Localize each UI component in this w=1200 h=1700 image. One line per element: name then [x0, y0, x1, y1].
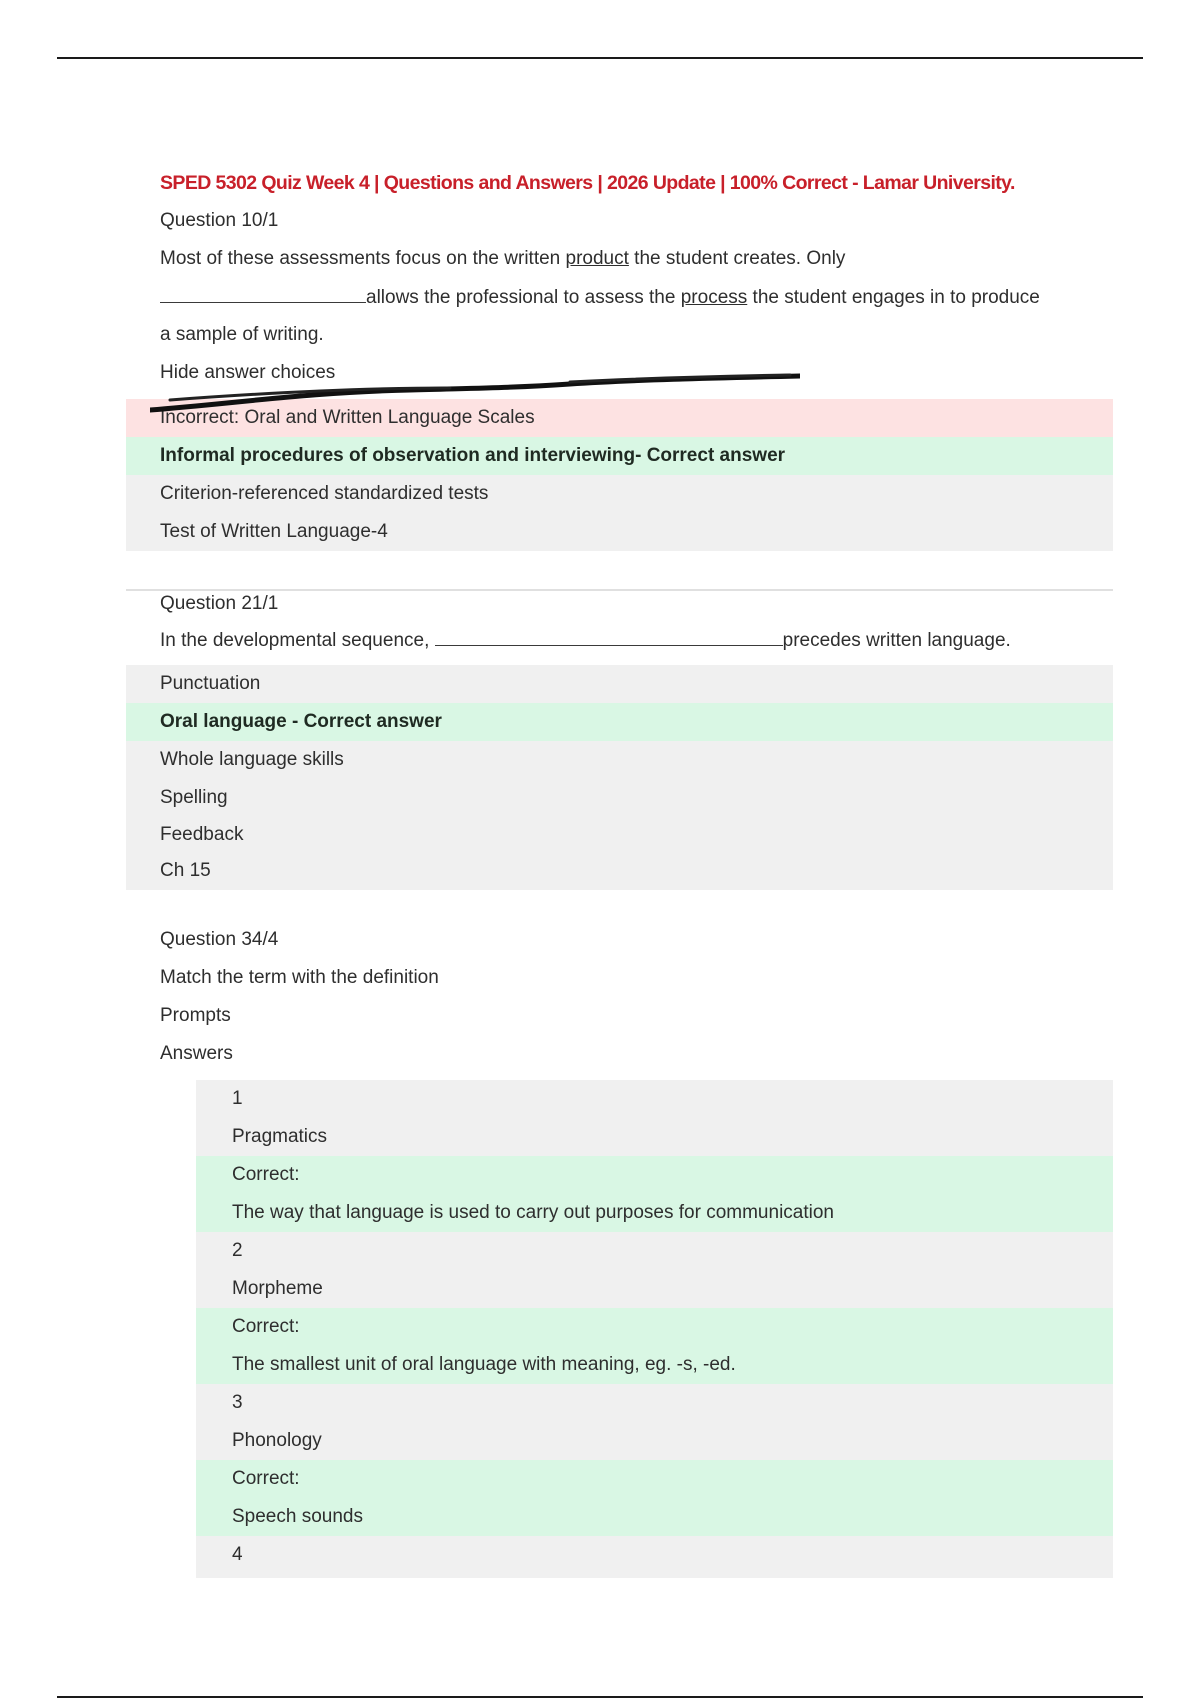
question-header: Question 34/4 — [160, 929, 279, 950]
match-term: Morpheme — [232, 1278, 323, 1299]
text-segment: precedes written language. — [782, 630, 1011, 651]
question-text-line: a sample of writing. — [160, 324, 324, 345]
match-status: Correct: — [232, 1164, 300, 1185]
answer-choice-correct: Oral language - Correct answer — [160, 711, 442, 732]
match-number: 1 — [232, 1088, 243, 1109]
redaction-scribble — [150, 370, 800, 414]
answer-choice: Spelling — [160, 787, 228, 808]
text-segment: the student engages in to produce — [747, 287, 1040, 308]
match-term: Pragmatics — [232, 1126, 328, 1147]
answer-choice: Ch 15 — [160, 860, 211, 881]
underlined-word: process — [680, 287, 748, 308]
text-segment: allows the professional to assess the — [366, 287, 681, 308]
text-segment: Most of these assessments focus on the written — [160, 248, 566, 269]
answer-blank — [160, 284, 366, 303]
match-number: 2 — [232, 1240, 243, 1261]
match-term: Phonology — [232, 1430, 322, 1451]
hide-answer-choices-link[interactable]: Hide answer choices — [160, 362, 336, 383]
answer-choice: Whole language skills — [160, 749, 344, 770]
answer-blank — [435, 627, 783, 646]
question-text-line — [160, 284, 1040, 311]
question-instruction: Match the term with the definition — [160, 967, 439, 988]
bottom-rule — [57, 1696, 1143, 1698]
answer-choice-correct: Informal procedures of observation and interviewing- Correct answer — [160, 445, 786, 466]
top-rule — [57, 57, 1143, 59]
question-text-line — [160, 246, 845, 272]
match-definition: The smallest unit of oral language with meaning, eg. -s, -ed. — [232, 1354, 736, 1375]
question-header: Question 21/1 — [160, 593, 279, 614]
match-definition: The way that language is used to carry out purposes for communication — [232, 1202, 834, 1223]
match-status: Correct: — [232, 1468, 300, 1489]
document-title: SPED 5302 Quiz Week 4 | Questions and Answers | 2026 Update | 100% Correct - Lamar University. — [160, 172, 1015, 194]
answers-label: Answers — [160, 1043, 233, 1064]
match-definition: Speech sounds — [232, 1506, 363, 1527]
answer-choice: Criterion-referenced standardized tests — [160, 483, 489, 504]
answer-choice: Incorrect: Oral and Written Language Scales — [160, 407, 535, 428]
prompts-label: Prompts — [160, 1005, 231, 1026]
text-segment: In the developmental sequence, — [160, 630, 435, 651]
question-text-line — [160, 627, 1011, 654]
answer-choice: Punctuation — [160, 673, 261, 694]
text-segment: the student creates. Only — [628, 248, 846, 269]
match-number: 4 — [232, 1544, 243, 1565]
match-number: 3 — [232, 1392, 243, 1413]
answer-choice: Feedback — [160, 824, 244, 845]
underlined-word: product — [565, 248, 629, 269]
answer-choice: Test of Written Language-4 — [160, 521, 388, 542]
match-status: Correct: — [232, 1316, 300, 1337]
question-header: Question 10/1 — [160, 210, 279, 231]
